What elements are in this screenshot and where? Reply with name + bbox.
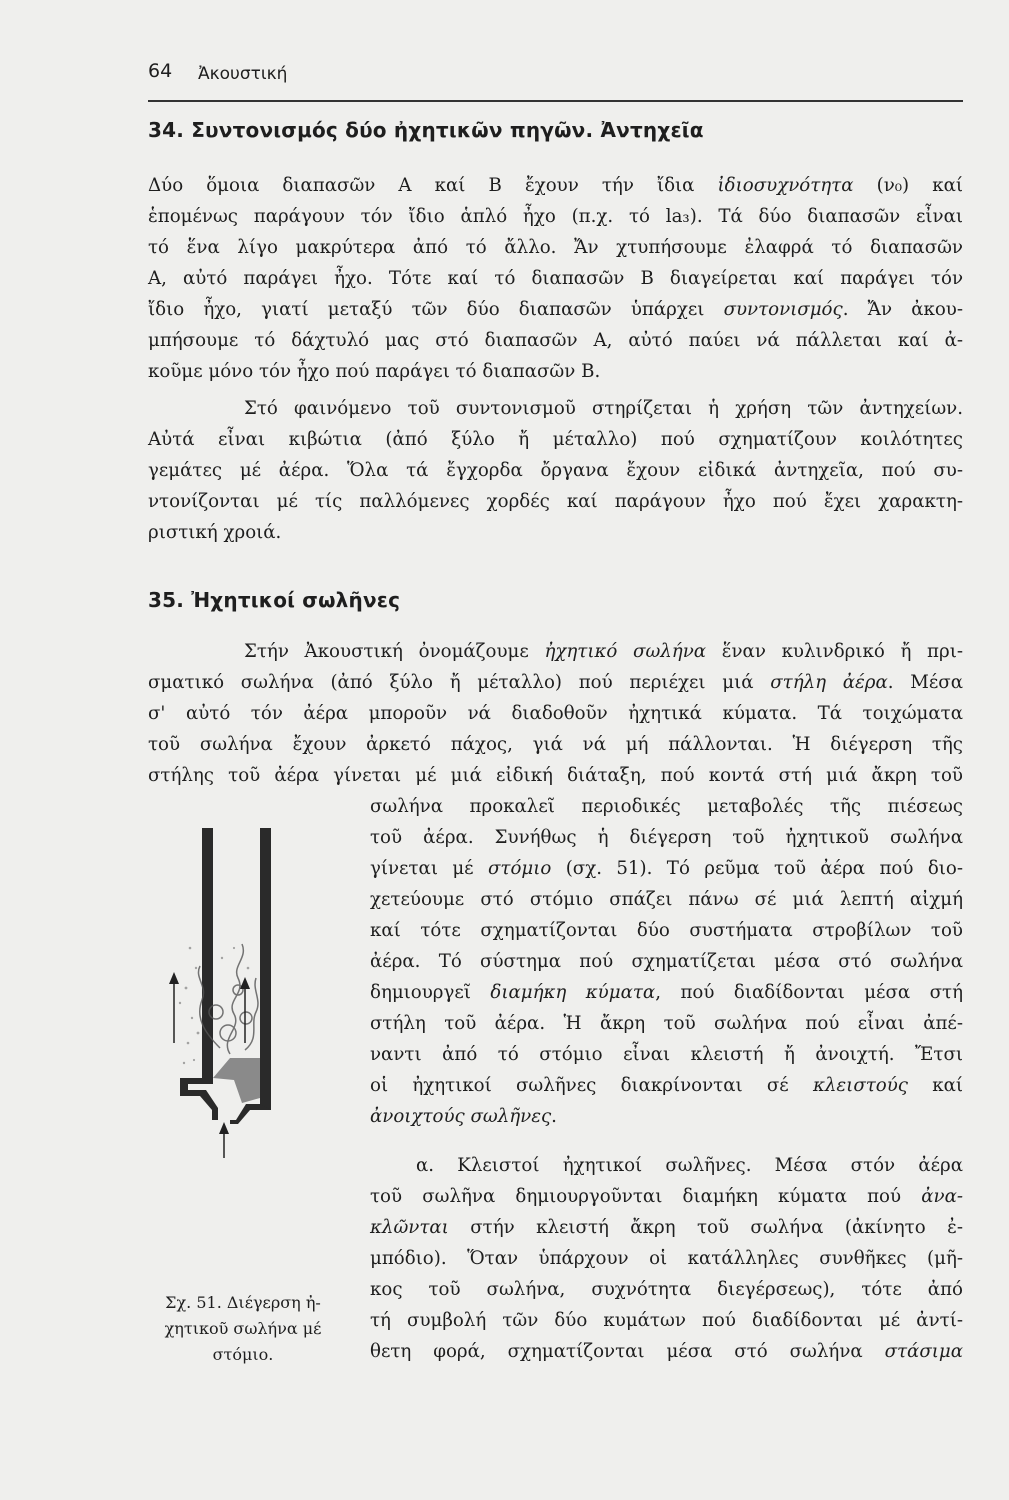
section-35-paragraph-1 [148,636,963,791]
text-line: τοῦ ἀέρα. Συνήθως ἡ διέγερση τοῦ ἠχητικοῦ σωλήνα [370,827,963,848]
section-34-paragraph-1 [148,170,963,387]
text-line: κλῶνται στήν κλειστή ἄκρη τοῦ σωλήνα (ἀκίνητο ἐ- [370,1217,963,1238]
section-35-heading: 35. Ἠχητικοί σωλῆνες [148,588,401,612]
figure-caption [138,1290,348,1368]
text-line: ἀέρα. Τό σύστημα πού σχηματίζεται μέσα στό σωλήνα [370,951,963,972]
page-number: 64 [148,60,173,82]
text-line: μπόδιο). Ὅταν ὑπάρχουν οἱ κατάλληλες συνθῆκες (μῆ- [370,1248,963,1269]
text-line: χετεύουμε στό στόμιο σπάζει πάνω σέ μιά λεπτή αἰχμή [370,889,963,910]
text-line: οἱ ἠχητικοί σωλῆνες διακρίνονται σέ κλειστούς καί [370,1075,963,1096]
caption-line: Σχ. 51. Διέγερση ἠ- [165,1293,321,1312]
text-line: Στήν Ἀκουστική ὀνομάζουμε ἠχητικό σωλήνα ἕναν κυλινδρικό ἤ πρι- [244,641,963,662]
text-line: δημιουργεῖ διαμήκη κύματα, πού διαδίδονται μέσα στή [370,982,963,1003]
text-line: τοῦ σωλῆνα δημιουργοῦνται διαμήκη κύματα πού ἀνα- [370,1186,963,1207]
header-rule [148,100,963,102]
text-line: Δύο ὅμοια διαπασῶν Α καί Β ἔχουν τήν ἴδια ἰδιοσυχνότητα (ν₀) καί [148,175,963,196]
text-line: ἑπομένως παράγουν τόν ἴδιο ἁπλό ἦχο (π.χ. τό la₃). Τά δύο διαπασῶν εἶναι [148,206,963,227]
text-line: στήλης τοῦ ἀέρα γίνεται μέ μιά εἰδική διάταξη, πού κοντά στή μιά ἄκρη τοῦ [148,765,963,786]
text-line: ριστική χροιά. [148,522,282,543]
text-line: κος τοῦ σωλήνα, συχνότητα διεγέρσεως), τότε ἀπό [370,1279,963,1300]
section-35-paragraph-1-continued [370,791,963,1132]
text-line: τή συμβολή τῶν δύο κυμάτων πού διαδίδονται μέ ἀντί- [370,1310,963,1331]
section-34-paragraph-2 [148,393,963,548]
section-34-heading: 34. Συντονισμός δύο ἠχητικῶν πηγῶν. Ἀντηχεῖα [148,118,704,142]
text-line: Στό φαινόμενο τοῦ συντονισμοῦ στηρίζεται ἡ χρήση τῶν ἀντηχείων. [244,398,963,419]
text-line: γίνεται μέ στόμιο (σχ. 51). Τό ρεῦμα τοῦ ἀέρα πού διο- [370,858,963,879]
text-line: καί τότε σχηματίζονται δύο συστήματα στροβίλων τοῦ [370,920,963,941]
text-line: στήλη τοῦ ἀέρα. Ἡ ἄκρη τοῦ σωλήνα πού εἶναι ἀπέ- [370,1013,963,1034]
text-line: Α, αὐτό παράγει ἦχο. Τότε καί τό διαπασῶν Β διαγείρεται καί παράγει τόν [148,268,963,289]
text-line: σματικό σωλήνα (ἀπό ξύλο ἤ μέταλλο) πού περιέχει μιά στήλη ἀέρα. Μέσα [148,672,963,693]
text-line: μπήσουμε τό δάχτυλό μας στό διαπασῶν Α, αὐτό παύει νά πάλλεται καί ἀ- [148,330,963,351]
text-line: κοῦμε μόνο τόν ἦχο πού παράγει τό διαπασῶν Β. [148,361,601,382]
text-line: ἴδιο ἦχο, γιατί μεταξύ τῶν δύο διαπασῶν ὑπάρχει συντονισμός. Ἄν ἀκου- [148,299,963,320]
text-line: τοῦ σωλήνα ἔχουν ἀρκετό πάχος, γιά νά μή πάλλονται. Ἡ διέγερση τῆς [148,734,963,755]
text-line: σ' αὐτό τόν ἀέρα μποροῦν νά διαδοθοῦν ἠχητικά κύματα. Τά τοιχώματα [148,703,963,724]
text-line: ναντι ἀπό τό στόμιο εἶναι κλειστή ἤ ἀνοιχτή. Ἔτσι [370,1044,963,1065]
text-line: γεμάτες μέ ἀέρα. Ὅλα τά ἔγχορδα ὄργανα ἔχουν εἰδικά ἀντηχεῖα, πού συ- [148,460,963,481]
text-line: σωλήνα προκαλεῖ περιοδικές μεταβολές τῆς πιέσεως [370,796,963,817]
text-line: θετη φορά, σχηματίζονται μέσα στό σωλήνα στάσιμα [370,1341,963,1362]
pipe-mouthpiece-figure [150,828,280,1158]
running-title: Ἀκουστική [198,64,288,84]
text-line: ντονίζονται μέ τίς παλλόμενες χορδές καί παράγουν ἦχο πού ἔχει χαρακτη- [148,491,963,512]
caption-line: χητικοῦ σωλήνα μέ [164,1319,322,1338]
text-line: ἀνοιχτούς σωλῆνες. [370,1106,557,1127]
section-35-paragraph-2 [370,1150,963,1367]
text-line: Αὐτά εἶναι κιβώτια (ἀπό ξύλο ἤ μέταλλο) πού σχηματίζουν κοιλότητες [148,429,963,450]
text-line: α. Κλειστοί ἠχητικοί σωλῆνες. Μέσα στόν ἀέρα [416,1155,963,1176]
text-line: τό ἕνα λίγο μακρύτερα ἀπό τό ἄλλο. Ἄν χτυπήσουμε ἐλαφρά τό διαπασῶν [148,237,963,258]
running-header [148,58,963,98]
caption-line: στόμιο. [212,1345,274,1364]
